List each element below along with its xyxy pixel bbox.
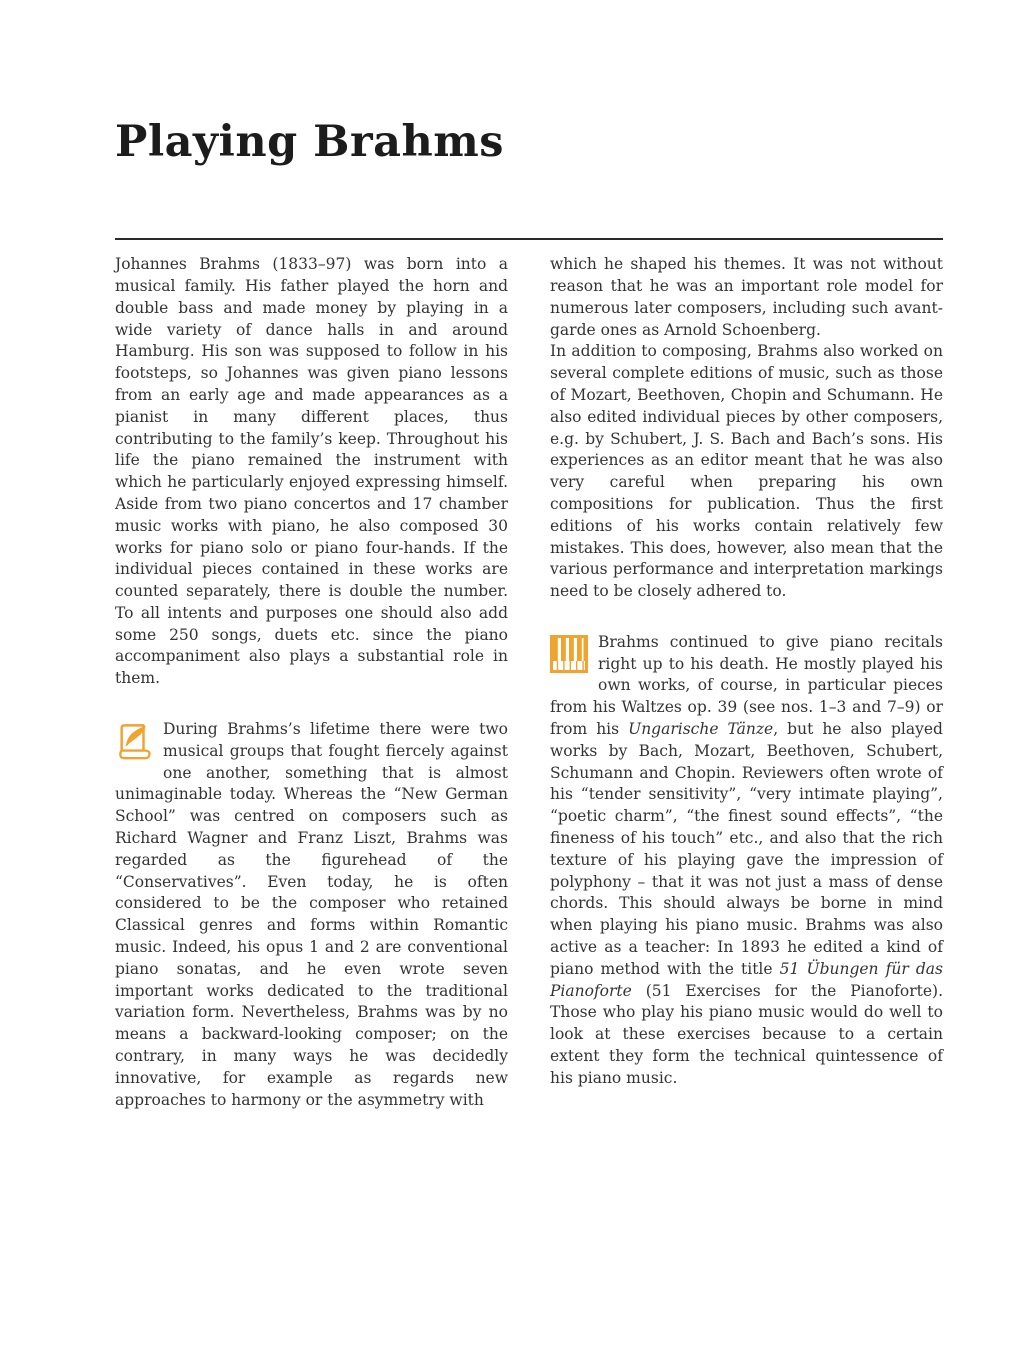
paragraph-biography: Johannes Brahms (1833–97) was born into a musical family. His father played the horn and double bass and made money by playing in a wide variety of dance halls in and around Hamburg. His son was supposed to follow in his footsteps, so Johannes was given piano lessons from an early age and made appearances as a pianist in many different places, thus contributing to the family’s keep. Throughout his life the piano remained the instrument with which he particularly enjoyed expressing himself. Aside from two piano concertos and 17 chamber music works with piano, he also composed 30 works for piano solo or piano four-hands. If the individual pieces contained in these works are counted separately, there is double the number. To all intents and purposes one should also add some 250 songs, duets etc. since the piano accompaniment also plays a substantial role in them. [115,255,508,688]
italic-work-title: 51 Übungen für das Pianoforte [550,959,943,1000]
paragraph-themes-continuation: which he shaped his themes. It was not without reason that he was an important role model for numerous later composers, including such avant-garde ones as Arnold Schoenberg. [550,255,943,339]
paragraph-text: During Brahms’s lifetime there were two musical groups that fought fiercely against one another, something that is almost unimaginable today. Whereas the “New German School” was centred on composers such as Richard Wagner and Franz Liszt, Brahms was regarded as the figurehead of the “Conservatives”. Even today, he is often considered to be the composer who retained Classical genres and forms within Romantic music. Indeed, his opus 1 and 2 are conventional piano sonatas, and he even wrote seven important works dedicated to the traditional variation form. Nevertheless, Brahms was by no means a backward-looking composer; on the contrary, in many ways he was decidedly innovative, for example as regards new approaches to harmony or the asymmetry with [115,720,508,1109]
paragraph-musical-groups [115,719,508,1111]
paragraph-editions: In addition to composing, Brahms also worked on several complete editions of music, such as those of Mozart, Beethoven, Chopin and Schumann. He also edited individual pieces by other composers, e.g. by Schubert, J. S. Bach and Bach’s sons. His experiences as an editor meant that he was also very careful when preparing his own compositions for publication. Thus the first editions of his works contain relatively few mistakes. This does, however, also mean that the various performance and interpretation markings need to be closely adhered to. [550,342,943,601]
left-column [115,254,508,1111]
title-rule [115,238,943,240]
paragraph-text: , but he also played works by Bach, Mozart, Beethoven, Schubert, Schumann and Chopin. Reviewers often wrote of his “tender sensitivity”, “very intimate playing”, “poetic charm”, “the finest sound effects”, “the fineness of his touch” etc., and also that the rich texture of his playing gave the impression of polyphony – that it was not just a mass of dense chords. This should always be borne in mind when playing his piano music. Brahms was also active as a teacher: In 1893 he edited a kind of piano method with the title [550,720,943,978]
paragraph-text: Brahms continued to give piano recitals right up to his death. He mostly played his own works, of course, in particular pieces from his Waltzes op. 39 (see nos. 1–3 and 7–9) or from his [550,632,943,739]
piano-keys-icon [550,635,588,680]
right-column [550,254,943,1111]
page-title: Playing Brahms [115,117,504,167]
quill-scroll-icon [115,722,153,771]
two-column-text [115,254,943,1111]
paragraph-recitals [550,632,943,1090]
italic-work-title: Ungarische Tänze [628,720,774,739]
paragraph-text: (51 Exercises for the Pianoforte). Those who play his piano music would do well to look at these exercises because to a certain extent they form the technical quintessence of his piano music. [550,981,943,1087]
